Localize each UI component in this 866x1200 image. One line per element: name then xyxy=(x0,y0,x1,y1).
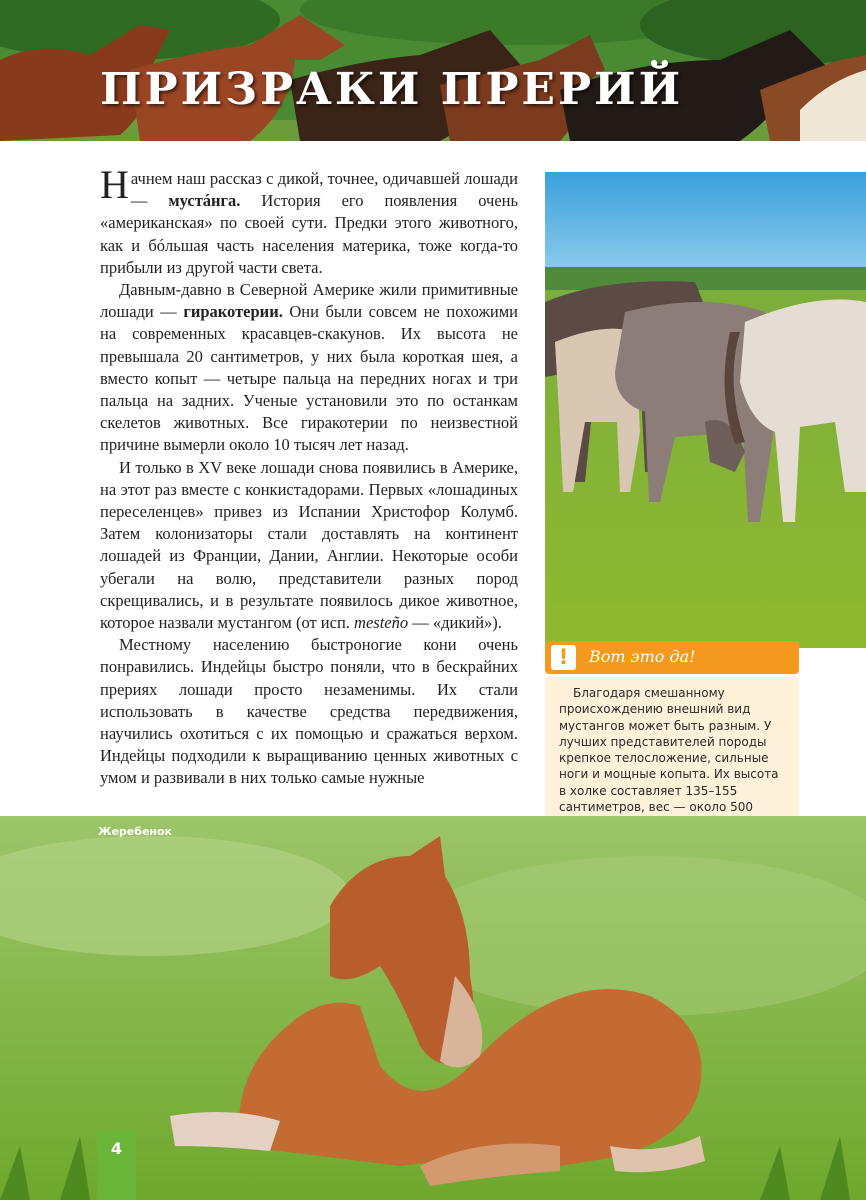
page-number: 4 xyxy=(97,1131,136,1200)
paragraph-4: Местному населению быстроногие кони очень понравились. Индейцы быстро поняли, что в бескрайних прериях лошади просто незаменимы. Их стали использовать в качестве средства передвижения, научились охотиться с их помощью и сражаться верхом. Индейцы подходили к выращиванию ценных животных с умом и развивали в них только самые нужные xyxy=(100,635,518,788)
herd-grazing-illustration xyxy=(545,172,866,648)
header-banner xyxy=(0,0,866,141)
dropcap-letter: Н xyxy=(100,162,129,207)
term-mustang: мустáнга. xyxy=(168,191,241,211)
article-body xyxy=(100,162,519,790)
infobox-title: Вот это да! xyxy=(589,647,696,666)
term-mesteno: mesteño xyxy=(354,613,409,633)
photo-herd-grazing xyxy=(545,172,866,648)
paragraph-3: И только в XV веке лошади снова появились в Америке, на этот раз вместе с конкистадорами. Первых «лошадиных переселенцев» привез из Испании Христофор Колумб. Затем колонизаторы стали доставлять на континент лошадей из Франции, Дании, Англии. Некоторые особи убегали на волю, представители разных пород скрещивались, и в результате появилось дикое животное, которое назвали мустангом (от исп. mesteño — «дикий»). xyxy=(100,457,518,633)
page-title: ПРИЗРАКИ ПРЕРИЙ xyxy=(100,64,684,115)
photo-caption: Жеребенок xyxy=(98,825,173,838)
exclamation-icon: ! xyxy=(551,645,576,670)
infobox-header xyxy=(545,641,799,674)
term-hyracotherium: гиракотерии. xyxy=(183,302,283,322)
paragraph-1: Начнем наш рассказ с дикой, точнее, одичавшей лошади — мустáнга. История его появления очень «американская» по своей сути. Предки этого животного, как и бóльшая часть населения материка, тоже когда-то прибыли из другой части света. xyxy=(100,162,519,277)
infobox-text: Благодаря смешанному происхождению внешний вид мустангов может быть разным. У лучших представителей породы крепкое телосложение, сильные ноги и мощные копыта. Их высота в холке составляет 135–155 сантиметров, вес — около 500 xyxy=(559,686,779,815)
paragraph-2: Давным-давно в Северной Америке жили примитивные лошади — гиракотерии. Они были совсем не похожими на современных красавцев-скакунов. Их высота не превышала 20 сантиметров, у них была короткая шея, а вместо копыт — четыре пальца на передних ногах и три пальца на задних. Ученые установили это по останкам скелетов животных. Все гиракотерии по неизвестной причине вымерли около 10 тысяч лет назад. xyxy=(100,280,518,455)
